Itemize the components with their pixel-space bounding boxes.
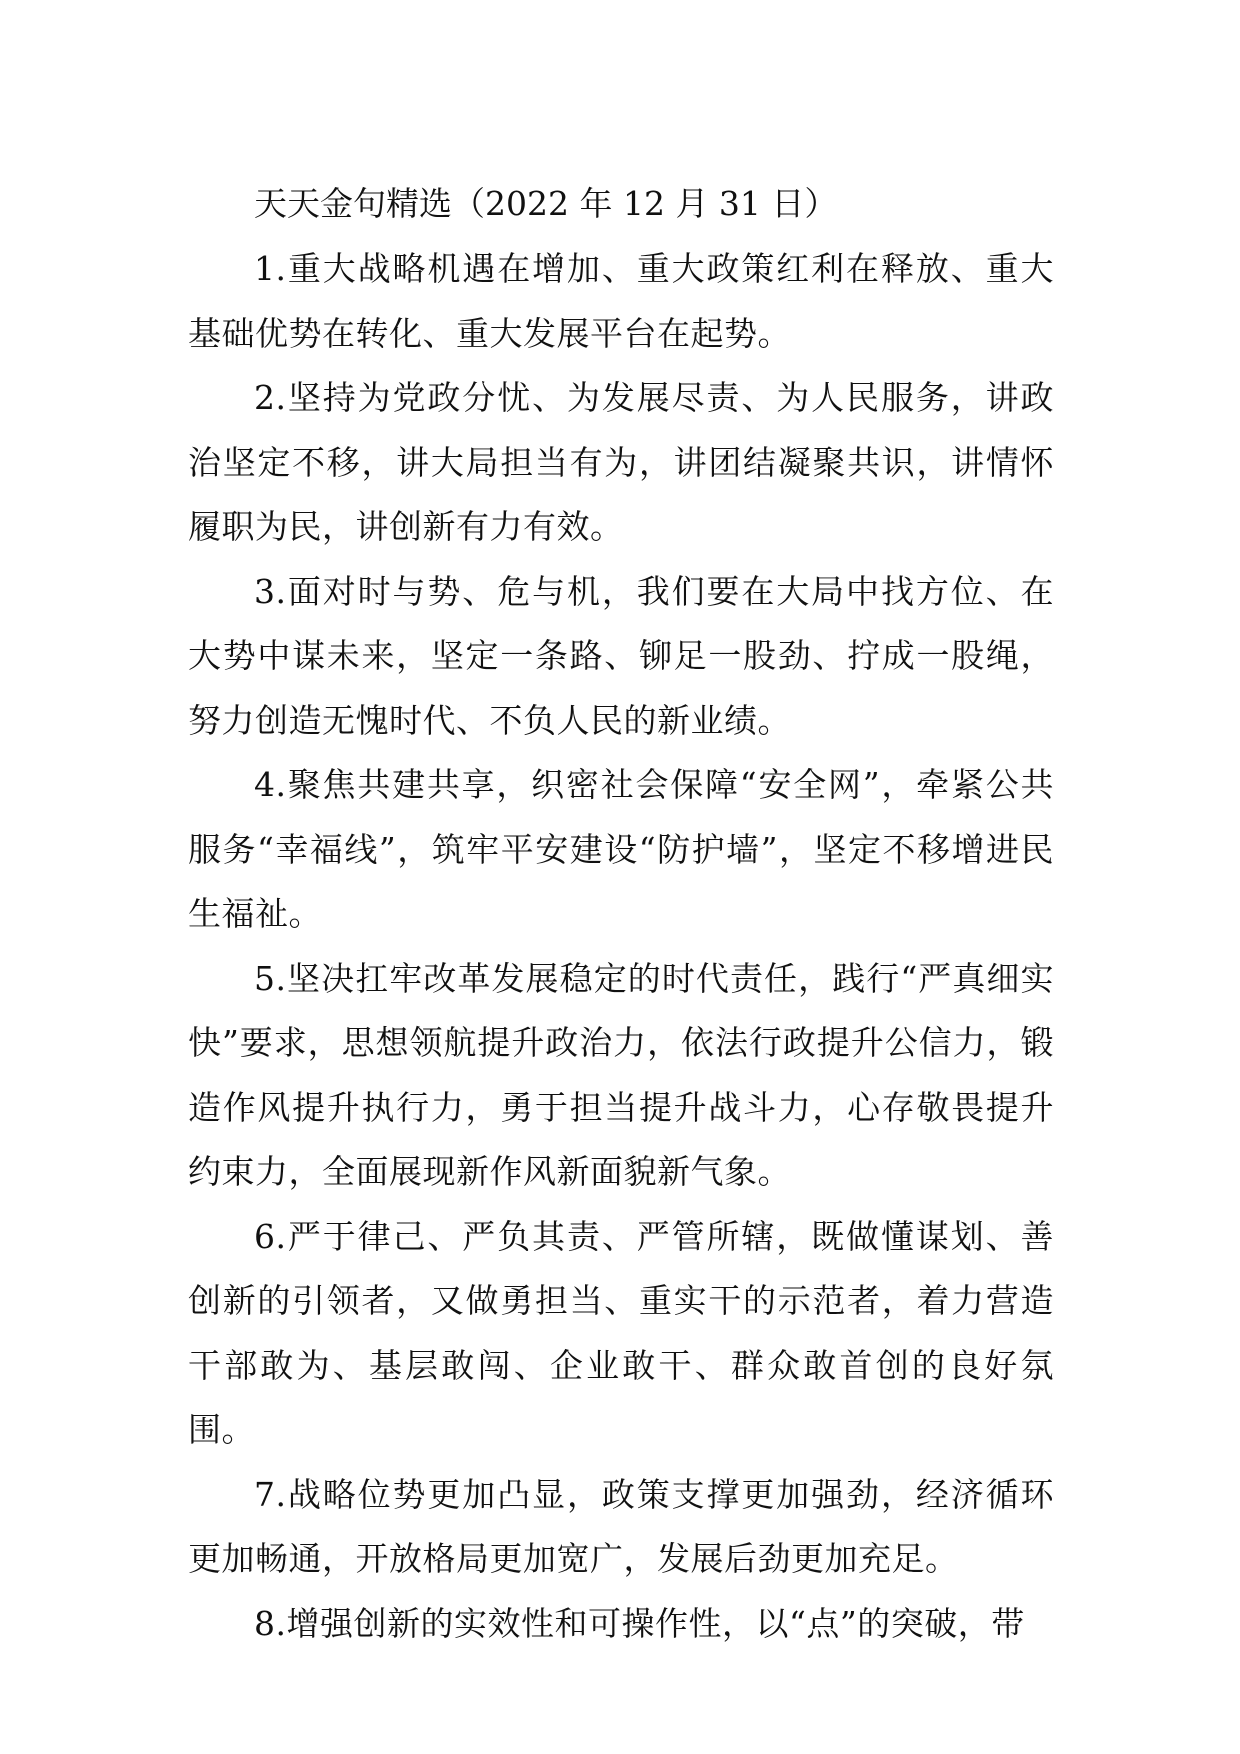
document-page <box>188 170 1054 1656</box>
paragraph-5: 5.坚决扛牢改革发展稳定的时代责任，践行“严真细实快”要求，思想领航提升政治力，依法行政提升公信力，锻造作风提升执行力，勇于担当提升战斗力，心存敬畏提升约束力，全面展现新作风新面貌新气象。 <box>188 958 1054 1191</box>
paragraph-7: 7.战略位势更加凸显，政策支撑更加强劲，经济循环更加畅通，开放格局更加宽广，发展后劲更加充足。 <box>188 1474 1054 1578</box>
paragraph-8: 8.增强创新的实效性和可操作性，以“点”的突破，带 <box>254 1603 1025 1643</box>
paragraph-3: 3.面对时与势、危与机，我们要在大局中找方位、在大势中谋未来，坚定一条路、铆足一股劲、拧成一股绳，努力创造无愧时代、不负人民的新业绩。 <box>188 571 1054 740</box>
document-title: 天天金句精选（2022 年 12 月 31 日） <box>254 184 838 223</box>
paragraph-4: 4.聚焦共建共享，织密社会保障“安全网”，牵紧公共服务“幸福线”，筑牢平安建设“防护墙”，坚定不移增进民生福祉。 <box>188 765 1054 933</box>
paragraph-1: 1.重大战略机遇在增加、重大政策红利在释放、重大基础优势在转化、重大发展平台在起势。 <box>188 249 1054 353</box>
paragraph-2: 2.坚持为党政分忧、为发展尽责、为人民服务，讲政治坚定不移，讲大局担当有为，讲团结凝聚共识，讲情怀履职为民，讲创新有力有效。 <box>188 378 1054 546</box>
paragraph-6: 6.严于律己、严负其责、严管所辖，既做懂谋划、善创新的引领者，又做勇担当、重实干的示范者，着力营造干部敢为、基层敢闯、企业敢干、群众敢首创的良好氛围。 <box>188 1216 1054 1449</box>
